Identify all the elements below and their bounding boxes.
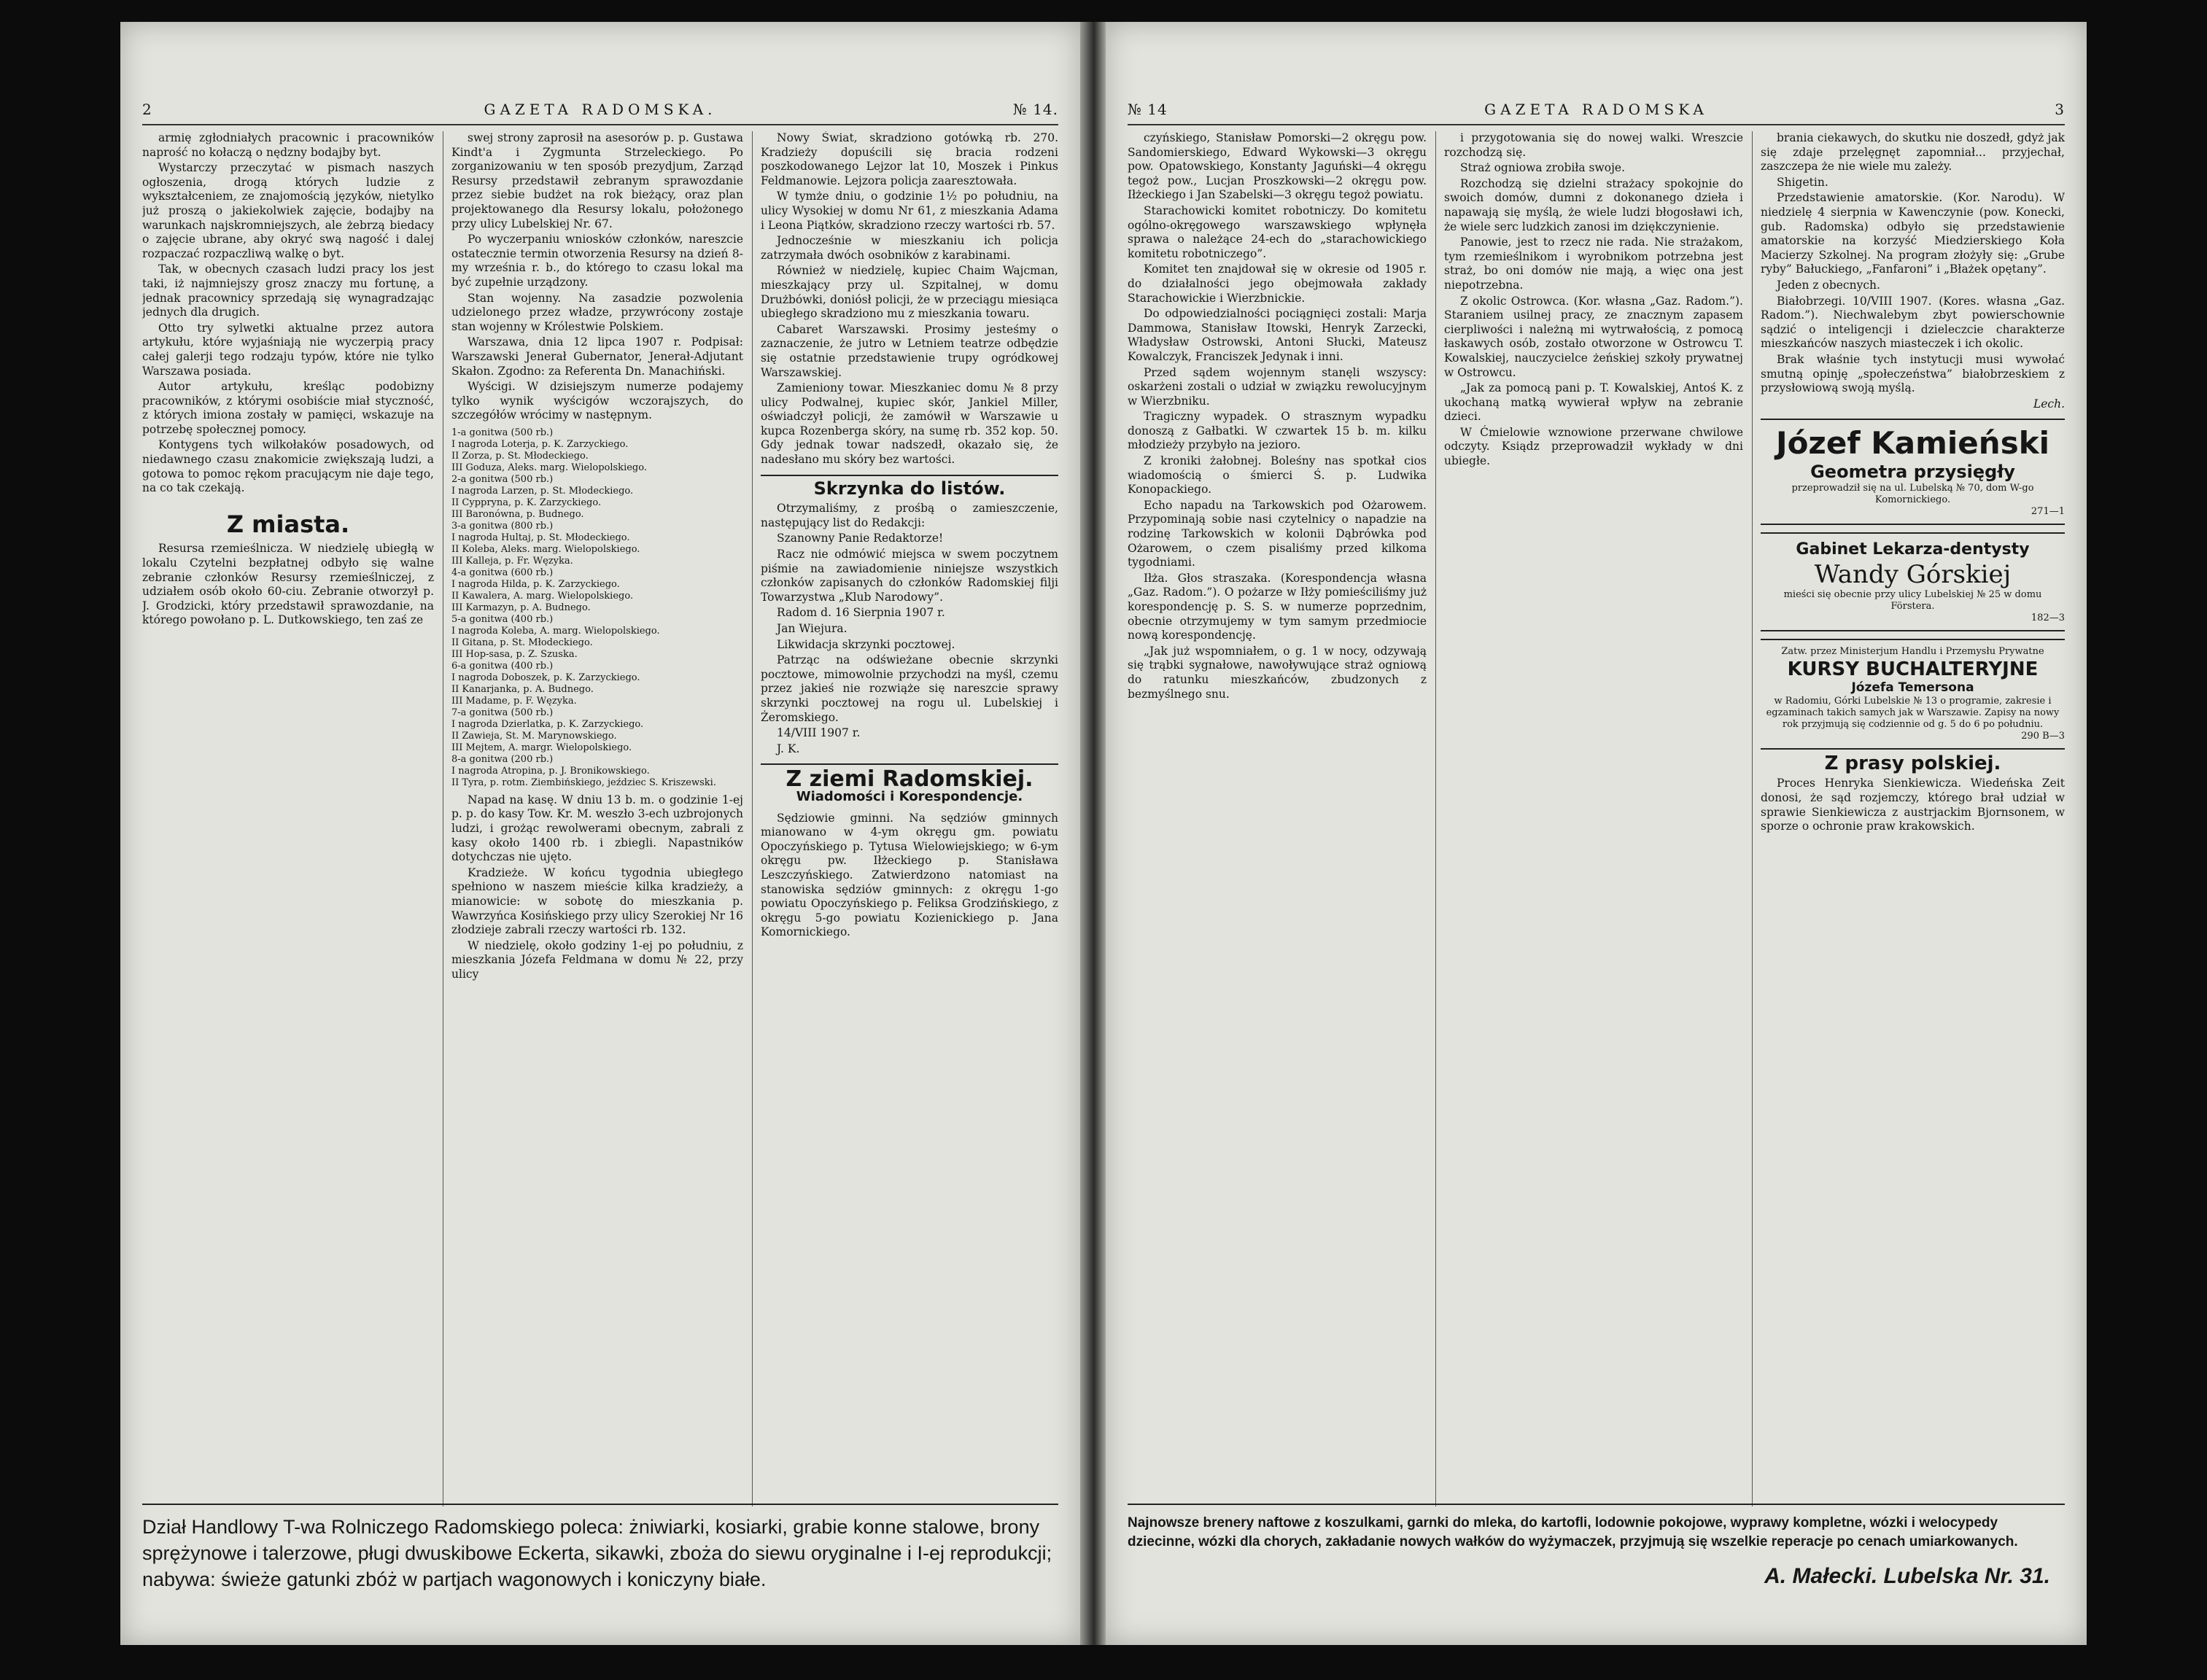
gorska-name: Wandy Górskiej [1814, 560, 2012, 590]
gorska-title: Gabinet Lekarza-dentysty [1796, 540, 2030, 559]
paragraph: Racz nie odmówić miejsca w swem poczytnem piśmie na zawiadomienie niniejsze wszystkich członków zapisanych do członków Radomskiej filji Towarzystwa „Klub Narodowy”. [761, 548, 1058, 604]
letters-box [761, 475, 1058, 766]
kamienski-title: Geometra przysięgły [1810, 462, 2015, 483]
paragraph: II Cyppryna, p. K. Zarzyckiego. [451, 497, 602, 508]
right-bottom-advert [1128, 1504, 2065, 1616]
right-divider-2 [1752, 131, 1753, 1506]
kursy-code: 290 B—3 [2021, 730, 2065, 742]
paragraph: 6-a gonitwa (400 rb.) [451, 660, 554, 672]
paragraph: 7-a gonitwa (500 rb.) [451, 707, 554, 718]
paragraph: 1-a gonitwa (500 rb.) [451, 427, 554, 438]
left-columns [142, 131, 1058, 1506]
left-issue-number: № 14. [1012, 101, 1058, 118]
letters-box-title: Skrzynka do listów. [813, 478, 1006, 499]
paragraph: W Ćmielowie wznowione przerwane chwilowe odczyty. Ksiądz przeprowadził wykłady w dni ubiegłe. [1444, 425, 1743, 468]
left-masthead-title: GAZETA RADOMSKA. [484, 101, 717, 118]
paragraph: Białobrzegi. 10/VIII 1907. (Kores. własna „Gaz. Radom.”). Niechwalebym zbyt powierschownie sądzić o inteligencji i dzieleczcie charakterze mieszkańców naszych miasteczek i ich okolic. [1761, 294, 2065, 351]
paragraph: Do odpowiedzialności pociągnięci zostali: Marja Dammowa, Stanisław Itowski, Henryk Zarzecki, Władysław Ostrowski, Antoni Słucki, Mateusz Kowalczyk, Franciszek Jedynak i inni. [1128, 307, 1427, 363]
paragraph: Rozchodzą się dzielni strażacy spokojnie do swoich domów, dumni z dokonanego dzieła i napawają się myślą, że wiele ludzi błogosławi ich, że wiele serc ludzkich zanosi im dziękczynienie. [1444, 176, 1743, 233]
left-column-2 [451, 131, 743, 1506]
paragraph: Likwidacja skrzynki pocztowej. [777, 637, 955, 651]
kamienski-text: przeprowadził się na ul. Lubelską № 70, dom W-go Komornickiego. [1791, 483, 2034, 506]
paragraph: Resursa rzemieślnicza. W niedzielę ubiegłą w lokalu Czytelni bezpłatnej odbyło się walne zebranie członków Resursy rzemieślniczej, z udziałem osób około 60-ciu. Zebranie otworzył p. J. Grodzicki, który przedstawił sprawozdanie, na którego powołano p. L. Dutkowskiego, ten zaś ze [142, 542, 434, 627]
paragraph: I nagroda Loterja, p. K. Zarzyckiego. [451, 438, 629, 450]
left-column-1 [142, 131, 434, 1506]
paragraph: 2-a gonitwa (500 rb.) [451, 473, 554, 485]
right-page-number: 3 [2055, 101, 2065, 118]
left-col1-body [142, 131, 434, 496]
paragraph: Nowy Świat, skradziono gotówką rb. 270. Kradzieży dopuścili się bracia rodzeni poszkodowanego Lejzor lat 10, Moszek i Pinkus Feldmanowie. Lejzora policja zaaresztowała. [761, 131, 1058, 187]
paragraph: „Jak za pomocą pani p. T. Kowalskiej, Antoś K. z ukochaną matką wywierał wpływ na zebranie dzieci. [1444, 381, 1743, 424]
kamienski-name: Józef Kamieński [1775, 425, 2050, 462]
paragraph: Zamieniony towar. Mieszkaniec domu № 8 przy ulicy Podwalnej, kupiec skór, Jankiel Miller, oświadczył policji, że zamówił w Warszawie u kupca Rozenberga skóry, na sumę rb. 352 kop. 50. Gdy jednak towar nadszedł, okazało się, że nadesłano mu skóry bez wartości. [761, 381, 1058, 467]
paragraph: Echo napadu na Tarkowskich pod Ożarowem. Przypominają sobie nasi czytelnicy o napadzie na rodzinę Tarkowskich w kolonii Dąbrówka pod Ożarowem, o czem pisaliśmy przed kilkoma tygodniami. [1128, 498, 1427, 569]
paragraph: III Hop-sasa, p. Z. Szuska. [451, 648, 578, 660]
paragraph: 4-a gonitwa (600 rb.) [451, 567, 554, 578]
paragraph: Sędziowie gminni. Na sędziów gminnych mianowano w 4-ym okręgu gm. powiatu Opoczyńskiego p. Tytusa Wielowiejskiego; w 6-ym okręgu pw. Iłżeckiego p. Stanisława Leszczyńskiego. Zatwierdzono natomiast na stanowiska sędziów gminnych: z okręgu 1-go powiatu Opoczyńskiego p. Feliksa Grodzińskiego, z okręgu 5-go powiatu Kozienickiego p. Jana Komornickiego. [761, 811, 1058, 939]
advert-kamienski [1761, 419, 2065, 525]
right-issue-number: № 14 [1128, 101, 1168, 118]
right-header-rule [1128, 124, 2065, 125]
left-page [120, 22, 1080, 1645]
right-advert-signature: A. Małecki. Lubelska Nr. 31. [1764, 1564, 2050, 1588]
paragraph: Jeden z obecnych. [1777, 278, 1880, 292]
left-col3-after [761, 812, 1058, 940]
paragraph: 3-a gonitwa (800 rb.) [451, 520, 554, 532]
right-column-1 [1128, 131, 1427, 1506]
paragraph: 8-a gonitwa (200 rb.) [451, 753, 554, 765]
left-page-number: 2 [142, 101, 156, 118]
z-ziemi-heading: Z ziemi Radomskiej. [786, 766, 1033, 793]
right-masthead [1128, 101, 2065, 127]
paragraph: III Karmazyn, p. A. Budnego. [451, 602, 591, 613]
paragraph: Patrząc na odświeżane obecnie skrzynki pocztowe, mimowolnie przychodzi na myśl, czemu przez jakieś nie rozwiąże się nareszcie sprawy skrzynki pocztowej na rogu ul. Lubelskiej i Żeromskiego. [761, 653, 1058, 724]
paragraph: I nagroda Hilda, p. K. Zarzyckiego. [451, 578, 620, 590]
paragraph: J. K. [777, 742, 800, 755]
paragraph: II Koleba, Aleks. marg. Wielopolskiego. [451, 543, 640, 555]
paragraph: Szanowny Panie Redaktorze! [777, 532, 944, 545]
kursy-title: KURSY BUCHALTERYJNE [1787, 658, 2039, 681]
right-col3-signature: Lech. [2033, 397, 2065, 411]
paragraph: II Gitana, p. St. Młodeckiego. [451, 637, 593, 648]
left-masthead [142, 101, 1058, 127]
kursy-text: w Radomiu, Górki Lubelskie № 13 o programie, zakresie i egzaminach takich samych jak w Warszawie. Zapisy na nowy rok przyjmują się codziennie od g. 5 do 6 po południu. [1766, 695, 2060, 730]
paragraph: Warszawa, dnia 12 lipca 1907 r. Podpisał: Warszawski Jenerał Gubernator, Jenerał-Adjutant Skałon. Zgodno: za Referenta Dn. Manachiński. [451, 335, 743, 378]
right-advert-text: Najnowsze brenery naftowe z koszulkami, garnki do mleka, do kartofli, lodownie pokojowe, wyprawy kompletne, wózki i welocypedy dziecinne, wózki dla chorych, zakładanie nowych wałków do wyżymaczek, przyjmują się wszelkie reperacje po cenach umiarkowanych. [1128, 1515, 2018, 1549]
paragraph: brania ciekawych, do skutku nie doszedł, gdyż jak się zdaje przelęgnęt zapomniał... przyjechał, zaszczepa że nie wiele mu zależy. [1761, 131, 2065, 174]
paragraph: Tak, w obecnych czasach ludzi pracy los jest taki, iż najmniejszy grosz znaczy mu fortunę, a jednak pracownicy sprzedają się wynagradzając jednych dla drugich. [142, 262, 434, 319]
advert-gorska [1761, 532, 2065, 631]
paragraph: armię zgłodniałych pracownic i pracowników naprość no kołaczą o nędzny bodajby byt. [142, 131, 434, 159]
paragraph: Również w niedzielę, kupiec Chaim Wajcman, mieszkający przy ul. Szpitalnej, w domu Drużbówki, doniósł policji, że w przeciągu miesiąca ubiegłego skradziono mu z mieszkania towaru. [761, 264, 1058, 321]
paragraph: Tragiczny wypadek. O strasznym wypadku donoszą z Gałbatki. W czwartek 15 b. m. kilku młodzieży przybyło na jezioro. [1128, 410, 1427, 452]
paragraph: II Zorza, p. St. Młodeckiego. [451, 450, 589, 462]
advert-kursy [1761, 639, 2065, 750]
z-prasy-text: Proces Henryka Sienkiewicza. Wiedeńska Zeit donosi, że sąd rozjemczy, którego brał udział w sprawie Sienkiewicza z austrjackim Bjornsonem, w sporze o ochronie praw krakowskich. [1761, 777, 2065, 833]
paragraph: III Madame, p. F. Węzyka. [451, 695, 577, 707]
paragraph: swej strony zaprosił na asesorów p. p. Gustawa Kindt'a i Zygmunta Strzeleckiego. Po zorganizowaniu w ten sposób prezydjum, Zarząd Resursy przedstawił zebranym sprawozdanie przez siebie budżet na rok bieżący, oraz plan projektowanego dla Resursy lokalu, położonego przy ulicy Lubelskiej Nr. 67. [451, 131, 743, 230]
paragraph: Napad na kasę. W dniu 13 b. m. o godzinie 1-ej p. p. do kasy Tow. Kr. M. weszło 3-ech uzbrojonych ludzi, i grożąc rewolwerami obecnym, zabrali z kasy około 1400 rb. i zbiegli. Napastników dotychczas nie ujęto. [451, 793, 743, 864]
paragraph: II Zawieja, St. M. Marynowskiego. [451, 730, 617, 742]
gorska-text: mieści się obecnie przy ulicy Lubelskiej № 25 w domu Förstera. [1783, 589, 2042, 612]
paragraph: Starachowicki komitet robotniczy. Do komitetu ogólno-okręgowego warszawskiego wpłynęła sprawa o należące 24-ech do „starachowickiego komitetu robotniczego”. [1128, 203, 1427, 260]
right-divider-1 [1435, 131, 1436, 1506]
paragraph: Brak właśnie tych instytucji musi wywołać smutną opinję „społeczeństwa” białobrzeskiem z przysłowiową swoją myślą. [1761, 352, 2065, 395]
z-miasta-heading: Z miasta. [226, 510, 350, 538]
paragraph: III Kalleja, p. Fr. Węzyka. [451, 555, 573, 567]
right-masthead-title: GAZETA RADOMSKA [1484, 101, 1708, 118]
right-page [1106, 22, 2087, 1645]
kursy-pre: Zatw. przez Ministerjum Handlu i Przemysłu Prywatne [1781, 646, 2044, 658]
left-col2-body [451, 131, 743, 423]
paragraph: Cabaret Warszawski. Prosimy jesteśmy o zaznaczenie, że jutro w Letniem teatrze odbędzie się ostatnie przedstawienie trupy ogródkowej Warszawskiej. [761, 322, 1058, 379]
z-ziemi-subheading: Wiadomości i Korespondencje. [796, 788, 1023, 804]
paragraph: Komitet ten znajdował się w okresie od 1905 r. do działalności jego obejmowała zakłady Starachowickie i Wierzbnickie. [1128, 262, 1427, 305]
paragraph: III Baronówna, p. Budnego. [451, 508, 584, 520]
paragraph: Przedstawienie amatorskie. (Kor. Narodu). W niedzielę 4 sierpnia w Kawenczynie (pow. Konecki, gub. Radomska) odbyło się przedstawienie amatorskie na korzyść Miedzierskiego Koła Macierzy Szkolnej. Na program złożyły się: „Grube ryby” Bałuckiego, „Fanfaroni” i „Błażek opętany”. [1761, 191, 2065, 276]
paragraph: Z okolic Ostrowca. (Kor. własna „Gaz. Radom.”). Staraniem usilnej pracy, ze znacznym zapasem cierpliwości i należną mi wytrwałością, z pomocą łaskawych osób, zostało otworzone w Ostrowcu T. Kowalskiej, nauczycielce żeńskiej szkoły prywatnej w Ostrowcu. [1444, 294, 1743, 379]
paragraph: I nagroda Atropina, p. J. Bronikowskiego. [451, 765, 650, 777]
paragraph: Kontygens tych wilkołaków posadowych, od niedawnego czasu znakomicie zwiększają ludzi, a gotowa to pomoc rękom pracującym nie daje tego, na co tak czekają. [142, 438, 434, 495]
left-advert-text: Dział Handlowy T-wa Rolniczego Radomskiego poleca: żniwiarki, kosiarki, grabie konne stalowe, brony sprężynowe i talerzowe, pługi dwuskibowe Eckerta, sikawki, zboża do siewu oryginalne i I-ej reprodukcji; nabywa: świeże gatunki zbóż w partjach wagonowych i koniczyny białe. [142, 1516, 1052, 1590]
paragraph: Iłża. Głos straszaka. (Korespondencja własna „Gaz. Radom.”). O pożarze w Iłży pomieściliśmy już korespondencję p. S. S. w numerze poprzednim, obecnie otrzymujemy w tym samym przedmiocie nową korespondencję. [1128, 571, 1427, 642]
right-col3-body [1761, 131, 2065, 396]
paragraph: Jednocześnie w mieszkaniu ich policja zatrzymała dwóch osobników z karabinami. [761, 234, 1058, 262]
paragraph: I nagroda Larzen, p. St. Młodeckiego. [451, 485, 634, 497]
kursy-name: Józefa Temersona [1851, 680, 1974, 696]
paragraph: I nagroda Hultaj, p. St. Młodeckiego. [451, 532, 630, 543]
paragraph: W niedzielę, około godziny 1-ej po południu, z mieszkania Józefa Feldmana w domu № 22, przy ulicy [451, 938, 743, 981]
kamienski-code: 271—1 [2030, 506, 2065, 518]
right-column-3 [1761, 131, 2065, 1506]
left-column-3 [761, 131, 1058, 1506]
race-results [451, 427, 743, 789]
paragraph: Jan Wiejura. [777, 622, 847, 635]
paragraph: 14/VIII 1907 r. [777, 726, 861, 740]
left-col2-after [451, 793, 743, 982]
paragraph: Shigetin. [1777, 175, 1828, 189]
right-columns [1128, 131, 2065, 1506]
paragraph: Kradzieże. W końcu tygodnia ubiegłego spełniono w naszem mieście kilka kradzieży, a mianowicie: w sobotę do mieszkania p. Wawrzyńca Kosińskiego przy ulicy Szerokiej Nr 16 złodzieje zabrali rzeczy wartości rb. 132. [451, 866, 743, 937]
paragraph: Z kroniki żałobnej. Boleśny nas spotkał cios wiadomością o śmierci Ś. p. Ludwika Konopackiego. [1128, 454, 1427, 497]
paragraph: I nagroda Doboszek, p. K. Zarzyckiego. [451, 672, 640, 683]
z-prasy-heading: Z prasy polskiej. [1824, 752, 2001, 774]
left-bottom-advert [142, 1504, 1058, 1616]
paragraph: Otto try sylwetki aktualne przez autora artykułu, które wyjaśniają nie wyczerpią pracy całej galerji tego rodzaju typów, które nie tylko Warszawa posiada. [142, 321, 434, 378]
gorska-code: 182—3 [2030, 612, 2065, 624]
paragraph: Stan wojenny. Na zasadzie pozwolenia udzielonego przez władze, przywrócony zostaje stan wojenny w Królestwie Polskiem. [451, 291, 743, 333]
paragraph: W tymże dniu, o godzinie 1½ po południu, na ulicy Wysokiej w domu Nr 61, z mieszkania Adama i Leona Piątków, skradziono rzeczy wartości rb. 57. [761, 190, 1058, 232]
right-col2-body [1444, 131, 1743, 469]
paragraph: I nagroda Dzierlatka, p. K. Zarzyckiego. [451, 718, 644, 730]
paragraph: 5-a gonitwa (400 rb.) [451, 613, 554, 625]
paragraph: Autor artykułu, kreśląc podobizny pracowników, z którymi osobiście miał styczność, z których imiona zostały w pamięci, wskazuje na potrzebę społecznej pomocy. [142, 380, 434, 436]
paragraph: II Tyra, p. rotm. Ziembińskiego, jeździec S. Kriszewski. [451, 777, 716, 788]
paragraph: Radom d. 16 Sierpnia 1907 r. [777, 606, 945, 620]
paragraph: Straż ogniowa zrobiła swoje. [1460, 161, 1625, 175]
left-header-rule [142, 124, 1058, 125]
paragraph: Wyścigi. W dzisiejszym numerze podajemy tylko wynik wyścigów wczorajszych, do szczegółów wrócimy w następnym. [451, 380, 743, 422]
left-divider-2 [752, 131, 753, 1506]
paragraph: II Kanarjanka, p. A. Budnego. [451, 683, 594, 695]
paragraph: i przygotowania się do nowej walki. Wreszcie rozchodzą się. [1444, 131, 1743, 159]
letters-box-body [761, 502, 1058, 756]
paragraph: Wystarczy przeczytać w pismach naszych ogłoszenia, drogą których ludzie z wykształceniem, ze znajomością języków, nietylko już proszą o jakiekolwiek zajęcie, bodajby na warunkach najskromniejszych, ale żebrzą biedacy o zajęcie ubrane, aby okryć swą nagość i dalej rozpaczać rozpaczliwą walkę o byt. [142, 161, 434, 260]
right-column-2 [1444, 131, 1743, 1506]
paragraph: Panowie, jest to rzecz nie rada. Nie strażakom, tym rzemieślnikom i wyrobnikom potrzebna jest straż, bo oni domów nie mają, a więc ona jest niepotrzebna. [1444, 236, 1743, 292]
book-gutter [1080, 22, 1106, 1645]
paragraph: Przed sądem wojennym stanęli wszyscy: oskarżeni zostali o udział w związku rewolucyjnym w Wierzbniku. [1128, 365, 1427, 408]
paragraph: czyńskiego, Stanisław Pomorski—2 okręgu pow. Sandomierskiego, Edward Wykowski—3 okręgu pow. Opatowskiego, Konstanty Jaguński—4 okręgu tegoż pow., Lucjan Proszkowski—2 okręgu pow. Iłżeckiego i Jan Szabelski—3 okręgu tegoż powiatu. [1128, 131, 1427, 202]
left-col1-after [142, 542, 434, 628]
paragraph: „Jak już wspomniałem, o g. 1 w nocy, odzywają się trąbki sygnałowe, nawoływujące straż ogniową do ratunku mieszkańców, zbudzonych z bezmyślnego snu. [1128, 644, 1427, 701]
paragraph: I nagroda Koleba, A. marg. Wielopolskiego. [451, 625, 660, 637]
left-col3-body [761, 131, 1058, 467]
paragraph: III Goduza, Aleks. marg. Wielopolskiego. [451, 462, 647, 473]
paragraph: Otrzymaliśmy, z prośbą o zamieszczenie, następujący list do Redakcji: [761, 502, 1058, 529]
paragraph: Po wyczerpaniu wniosków członków, nareszcie ostatecznie termin otworzenia Resursy na dzień 8-my września r. b., do którego to czasu lokal ma być zupełnie urządzony. [451, 233, 743, 289]
right-col1-body [1128, 131, 1427, 701]
paragraph: III Mejtem, A. margr. Wielopolskiego. [451, 742, 632, 753]
paragraph: II Kawalera, A. marg. Wielopolskiego. [451, 590, 634, 602]
